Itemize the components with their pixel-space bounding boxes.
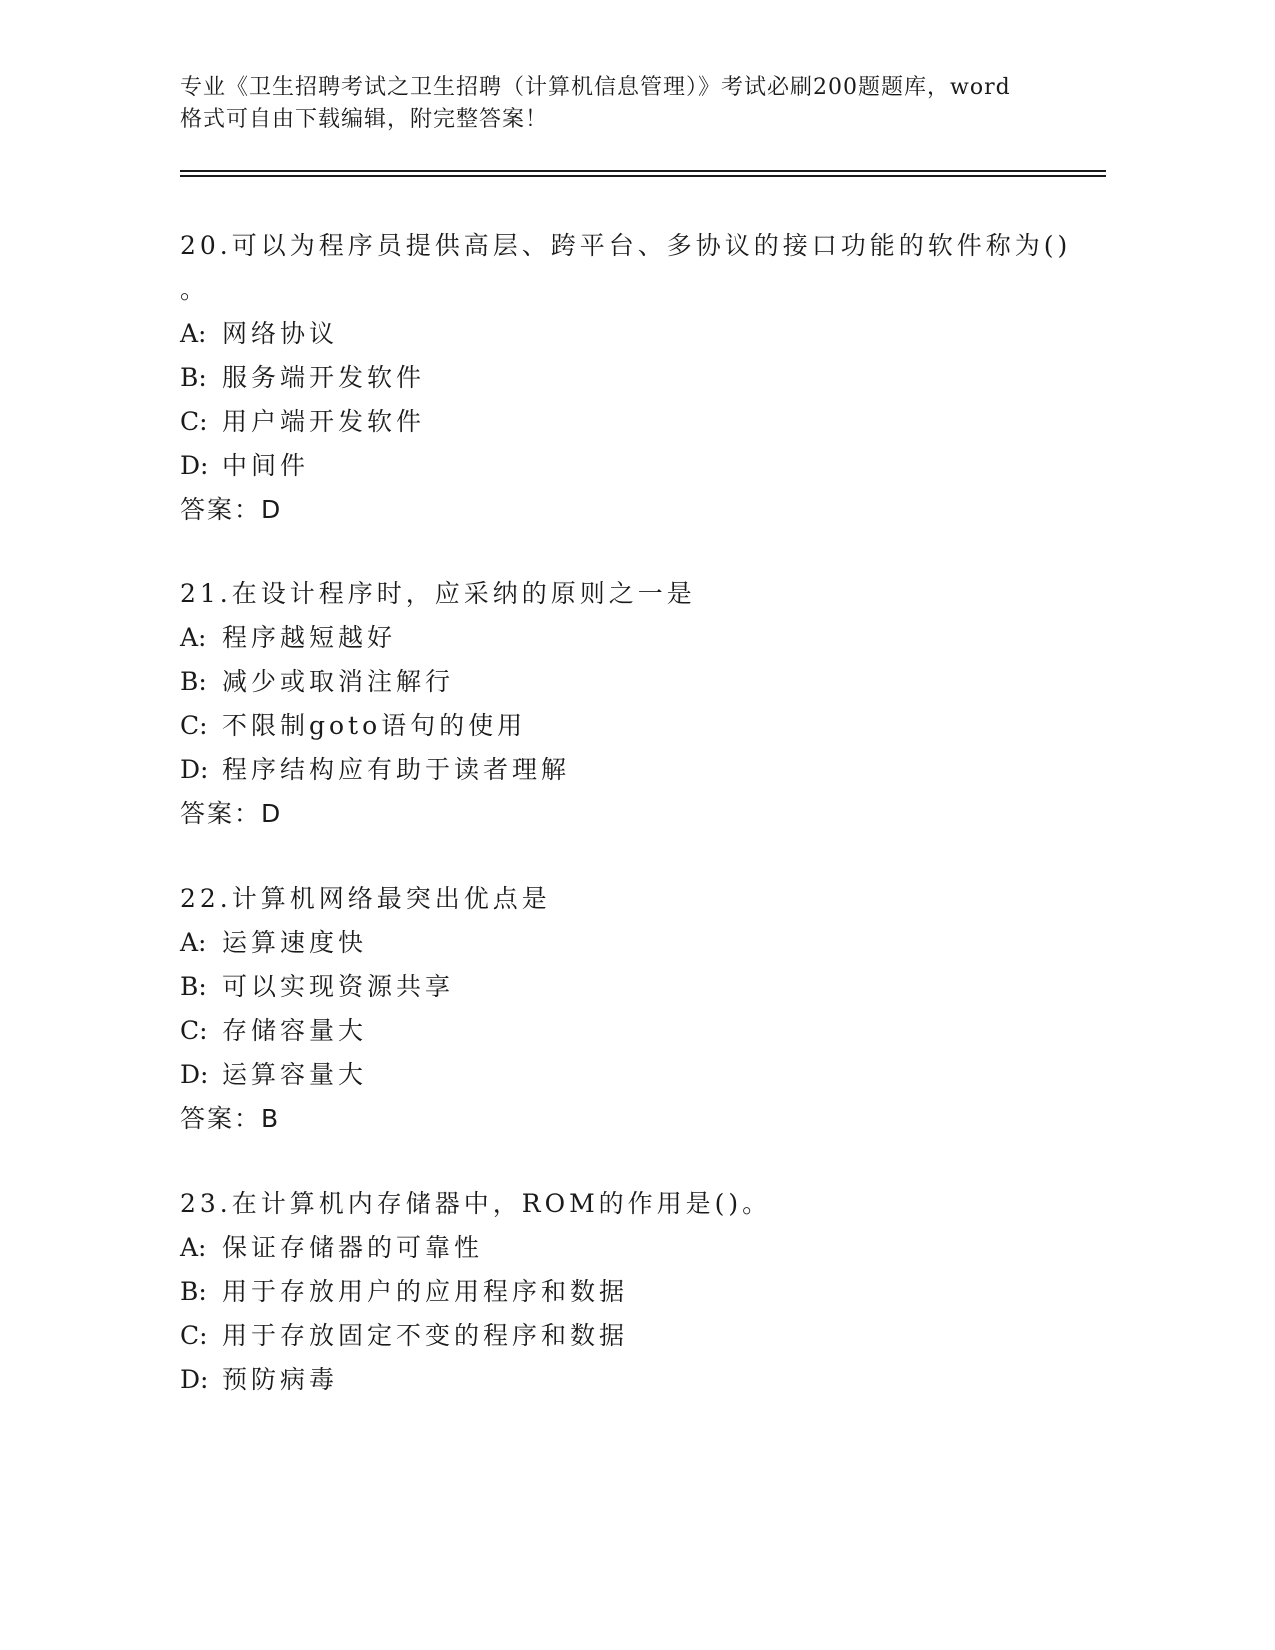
option-a xyxy=(180,312,1080,356)
document-header xyxy=(180,72,1060,136)
option-key: C: xyxy=(180,1016,208,1045)
option-a xyxy=(180,1226,1080,1270)
option-key: C: xyxy=(180,711,208,740)
option-key: A: xyxy=(180,1233,207,1262)
option-text: 运算速度快 xyxy=(222,928,368,957)
option-key: A: xyxy=(180,319,207,348)
header-title-line-1: 专业《卫生招聘考试之卫生招聘（计算机信息管理）》考试必刷200题题库，word xyxy=(180,75,1011,100)
option-b xyxy=(180,965,1080,1009)
option-c xyxy=(180,1314,1080,1358)
option-text: 程序结构应有助于读者理解 xyxy=(222,755,571,784)
option-a xyxy=(180,921,1080,965)
option-key: C: xyxy=(180,1321,208,1350)
option-text: 用户端开发软件 xyxy=(222,407,426,436)
option-key: A: xyxy=(180,623,207,652)
option-key: D: xyxy=(180,1365,209,1394)
option-d xyxy=(180,748,1080,792)
question-stem: 23.在计算机内存储器中，ROM的作用是()。 xyxy=(180,1189,772,1218)
option-text: 运算容量大 xyxy=(222,1060,368,1089)
option-b xyxy=(180,1270,1080,1314)
option-text: 服务端开发软件 xyxy=(222,363,426,392)
option-text: 网络协议 xyxy=(222,319,339,348)
option-d xyxy=(180,1358,1080,1402)
question-20 xyxy=(180,224,1080,532)
question-stem-continuation: 。 xyxy=(180,275,206,304)
option-d xyxy=(180,1053,1080,1097)
answer-label: 答案：D xyxy=(180,495,283,524)
option-key: D: xyxy=(180,451,209,480)
question-stem: 21.在设计程序时，应采纳的原则之一是 xyxy=(180,579,696,608)
option-text: 用于存放固定不变的程序和数据 xyxy=(222,1321,629,1350)
option-text: 存储容量大 xyxy=(222,1016,368,1045)
option-text: 可以实现资源共享 xyxy=(222,972,455,1001)
option-c xyxy=(180,400,1080,444)
header-divider-bottom xyxy=(180,175,1106,177)
option-b xyxy=(180,356,1080,400)
answer-label: 答案：D xyxy=(180,799,283,828)
option-key: B: xyxy=(180,972,207,1001)
option-key: C: xyxy=(180,407,208,436)
option-text: 减少或取消注解行 xyxy=(222,667,455,696)
header-title-line-2: 格式可自由下载编辑，附完整答案！ xyxy=(180,107,549,132)
option-text: 程序越短越好 xyxy=(222,623,397,652)
option-key: D: xyxy=(180,1060,209,1089)
option-text: 保证存储器的可靠性 xyxy=(222,1233,484,1262)
option-d xyxy=(180,444,1080,488)
question-22 xyxy=(180,877,1080,1141)
header-divider-top xyxy=(180,170,1106,172)
option-key: A: xyxy=(180,928,207,957)
option-b xyxy=(180,660,1080,704)
option-key: B: xyxy=(180,667,207,696)
answer-label: 答案：B xyxy=(180,1104,281,1133)
option-c xyxy=(180,704,1080,748)
question-21 xyxy=(180,572,1080,836)
option-key: B: xyxy=(180,1277,207,1306)
option-key: D: xyxy=(180,755,209,784)
option-a xyxy=(180,616,1080,660)
option-text: 预防病毒 xyxy=(222,1365,339,1394)
option-key: B: xyxy=(180,363,207,392)
option-text: 用于存放用户的应用程序和数据 xyxy=(222,1277,629,1306)
question-stem: 22.计算机网络最突出优点是 xyxy=(180,884,551,913)
option-c xyxy=(180,1009,1080,1053)
option-text: 中间件 xyxy=(222,451,310,480)
option-text: 不限制goto语句的使用 xyxy=(222,711,527,740)
question-stem: 20.可以为程序员提供高层、跨平台、多协议的接口功能的软件称为() xyxy=(180,231,1072,260)
question-23 xyxy=(180,1182,1080,1402)
